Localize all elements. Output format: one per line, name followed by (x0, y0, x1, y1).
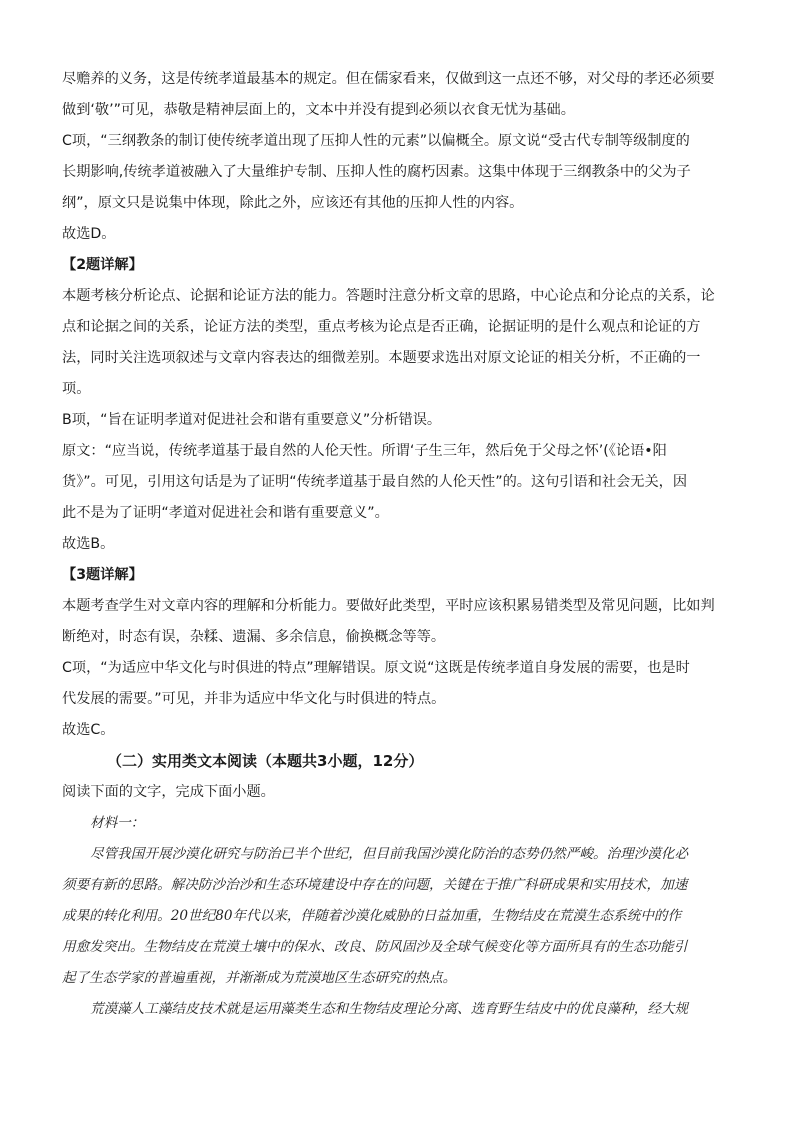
text-line: 点和论据之间的关系，论证方法的类型，重点考核为论点是否正确，论据证明的是什么观点和论证的方 (62, 319, 701, 335)
text-line: 代发展的需要。”可见，并非为适应中华文化与时俱进的特点。 (62, 691, 446, 707)
text-line: 法，同时关注选项叙述与文章内容表达的细微差别。本题要求选出对原文论证的相关分析，不正确的一 (62, 350, 701, 366)
text-line: 故选B。 (62, 536, 115, 552)
text-line: 原文：“应当说，传统孝道基于最自然的人伦天性。所谓‘子生三年，然后免于父母之怀’(《论语•阳 (62, 443, 667, 459)
material-line: 用愈发突出。生物结皮在荒漠土壤中的保水、改良、防风固沙及全球气候变化等方面所具有的生态功能引 (62, 939, 688, 955)
material-label: 材料一： (90, 815, 145, 831)
text-line: 尽赡养的义务，这是传统孝道最基本的规定。但在儒家看来，仅做到这一点还不够，对父母的孝还必须要 (62, 71, 715, 87)
text-line: C项，“三纲教条的制订使传统孝道出现了压抑人性的元素”以偏概全。原文说“受古代专制等级制度的 (62, 133, 690, 149)
text-line: 故选C。 (62, 722, 115, 738)
section-title: （二）实用类文本阅读（本题共3小题，12分） (107, 752, 424, 770)
text-line: 做到‘敬’”可见，恭敬是精神层面上的，文本中并没有提到必须以衣食无忧为基础。 (62, 102, 575, 118)
text-line: 本题考核分析论点、论据和论证方法的能力。答题时注意分析文章的思路，中心论点和分论点的关系，论 (62, 288, 715, 304)
text-line: B项，“旨在证明孝道对促进社会和谐有重要意义”分析错误。 (62, 412, 442, 428)
question-heading: 【3题详解】 (62, 567, 143, 583)
document-body (62, 64, 732, 1025)
material-line: 尽管我国开展沙漠化研究与防治已半个世纪，但目前我国沙漠化防治的态势仍然严峻。治理沙漠化必 (90, 846, 689, 862)
material-line: 成果的转化利用。20世纪80年代以来，伴随着沙漠化威胁的日益加重，生物结皮在荒漠生态系统中的作 (62, 908, 682, 924)
text-line: 此不是为了证明“孝道对促进社会和谐有重要意义”。 (62, 505, 389, 521)
text-line: 断绝对，时态有误，杂糅、遗漏、多余信息，偷换概念等等。 (62, 629, 446, 645)
text-line: 阅读下面的文字，完成下面小题。 (62, 784, 275, 800)
material-line: 须要有新的思路。解决防沙治沙和生态环境建设中存在的问题，关键在于推广科研成果和实用技术，加速 (62, 877, 688, 893)
text-line: 项。 (62, 381, 91, 397)
question-heading: 【2题详解】 (62, 257, 143, 273)
text-line: 本题考查学生对文章内容的理解和分析能力。要做好此类型，平时应该积累易错类型及常见问题，比如判 (62, 598, 715, 614)
text-line: C项，“为适应中华文化与时俱进的特点”理解错误。原文说“这既是传统孝道自身发展的需要，也是时 (62, 660, 690, 676)
material-line: 起了生态学家的普遍重视，并渐渐成为荒漠地区生态研究的热点。 (62, 970, 457, 986)
text-line: 货》”。可见，引用这句话是为了证明“传统孝道基于最自然的人伦天性”的。这句引语和社会无关，因 (62, 474, 688, 490)
text-line: 故选D。 (62, 226, 116, 242)
text-line: 纲”，原文只是说集中体现，除此之外，应该还有其他的压抑人性的内容。 (62, 195, 524, 211)
material-line: 荒漠藻人工藻结皮技术就是运用藻类生态和生物结皮理论分离、选育野生结皮中的优良藻种，经大规 (90, 1001, 689, 1017)
text-line: 长期影响,传统孝道被融入了大量维护专制、压抑人性的腐朽因素。这集中体现于三纲教条中的父为子 (62, 164, 691, 180)
